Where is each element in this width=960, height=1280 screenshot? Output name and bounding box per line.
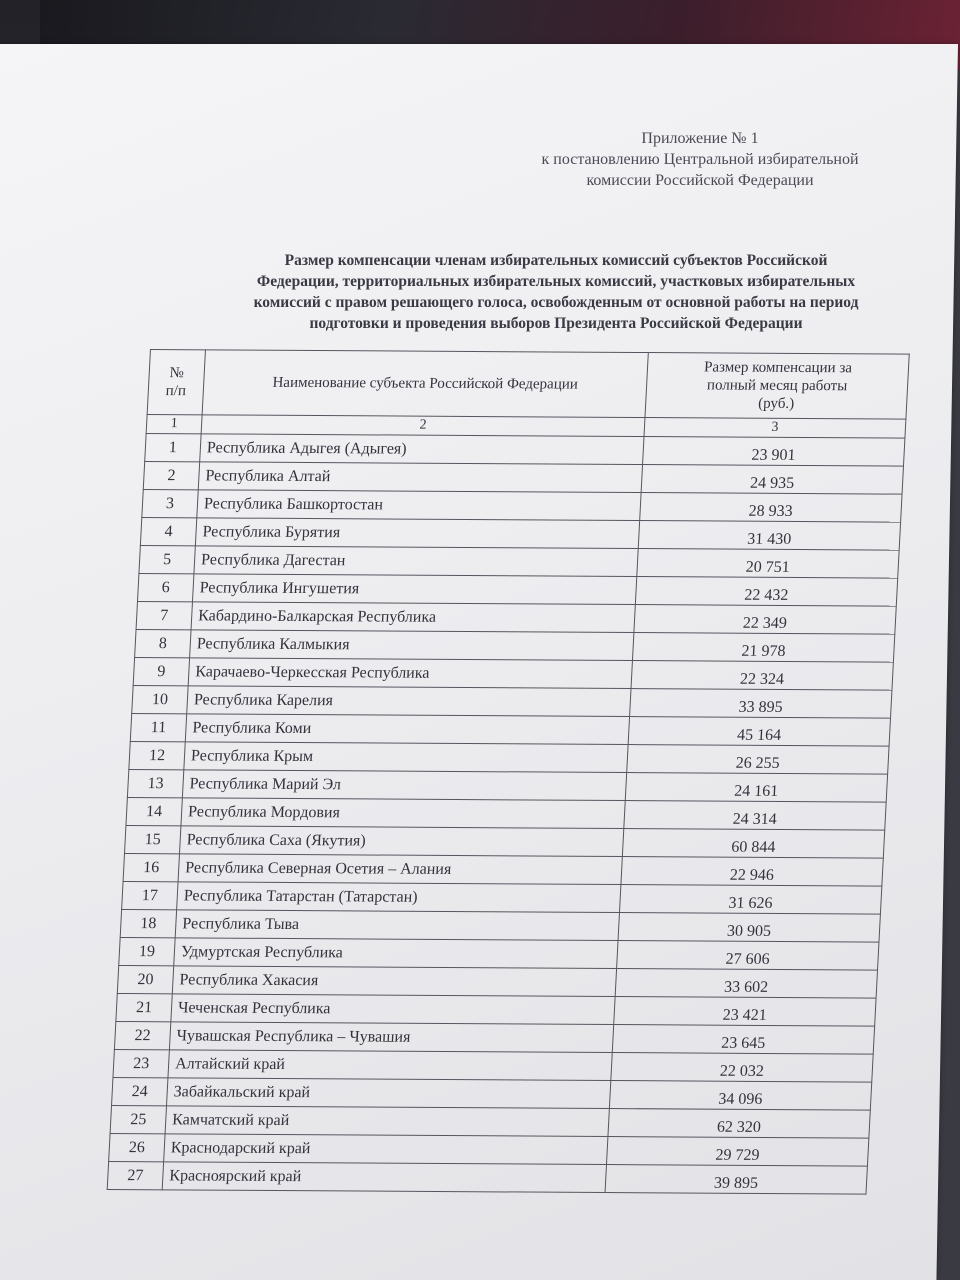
row-number: 4 (140, 517, 196, 545)
row-number: 24 (112, 1077, 168, 1105)
row-subject-name: Республика Бурятия (195, 518, 639, 549)
row-number: 7 (136, 601, 192, 629)
row-amount: 26 255 (627, 745, 889, 775)
row-amount: 33 895 (630, 689, 892, 719)
row-subject-name: Республика Татарстан (Татарстан) (177, 882, 621, 913)
header-amount-line-2: полный месяц работы (706, 377, 848, 395)
row-subject-name: Республика Башкортостан (197, 490, 641, 521)
row-amount: 22 324 (631, 661, 893, 691)
title-line-2: Федерации, территориальных избирательных комиссий, участковых избирательных (256, 273, 856, 290)
row-amount: 60 844 (622, 829, 884, 859)
row-subject-name: Республика Крым (184, 742, 628, 773)
row-number: 27 (107, 1161, 163, 1189)
row-number: 15 (125, 825, 181, 853)
row-amount: 24 161 (625, 773, 887, 803)
row-amount: 45 164 (628, 717, 890, 747)
compensation-table-wrapper (107, 349, 910, 1195)
appendix-line-3: комиссии Российской Федерации (586, 172, 814, 189)
title-line-4: подготовки и проведения выборов Президента Российской Федерации (309, 315, 803, 332)
title-line-1: Размер компенсации членам избирательных комиссий субъектов Российской (284, 252, 828, 269)
row-subject-name: Республика Мордовия (181, 798, 625, 829)
header-amount-line-1: Размер компенсации за (703, 359, 853, 377)
header-number-line-2: п/п (165, 383, 187, 400)
row-number: 3 (142, 490, 198, 518)
row-number: 5 (139, 545, 195, 573)
appendix-heading (470, 128, 930, 191)
row-number: 9 (133, 657, 189, 685)
row-amount: 22 946 (621, 857, 883, 887)
header-number (147, 350, 205, 415)
row-amount: 23 645 (612, 1025, 874, 1055)
row-amount: 28 933 (640, 493, 902, 523)
row-number: 10 (132, 685, 188, 713)
row-amount: 31 430 (638, 521, 900, 551)
header-amount-line-3: (руб.) (757, 395, 795, 412)
row-subject-name: Республика Алтай (198, 462, 642, 493)
row-number: 20 (117, 965, 173, 993)
compensation-table (107, 349, 910, 1195)
row-number: 1 (145, 434, 201, 462)
row-amount: 24 314 (624, 801, 886, 831)
row-number: 26 (109, 1133, 165, 1161)
row-amount: 30 905 (618, 913, 880, 943)
row-subject-name: Краснодарский край (164, 1134, 608, 1165)
row-number: 23 (113, 1049, 169, 1077)
row-number: 19 (119, 937, 175, 965)
row-number: 11 (130, 713, 186, 741)
row-subject-name: Карачаево-Черкесская Республика (188, 658, 632, 689)
row-amount: 24 935 (641, 465, 903, 495)
row-subject-name: Удмуртская Республика (174, 938, 618, 969)
row-number: 6 (137, 573, 193, 601)
row-amount: 39 895 (605, 1165, 867, 1195)
row-number: 13 (127, 769, 183, 797)
row-number: 18 (120, 909, 176, 937)
row-number: 8 (135, 629, 191, 657)
row-amount: 33 602 (615, 969, 877, 999)
row-subject-name: Чеченская Республика (171, 994, 615, 1025)
document-title (196, 250, 916, 334)
row-subject-name: Красноярский край (162, 1162, 606, 1193)
row-subject-name: Чувашская Республика – Чувашия (169, 1022, 613, 1053)
row-amount: 21 978 (632, 633, 894, 663)
row-amount: 62 320 (608, 1109, 870, 1139)
header-subject-name: Наименование субъекта Российской Федерации (202, 350, 648, 418)
row-number: 14 (126, 797, 182, 825)
row-amount: 27 606 (617, 941, 879, 971)
column-number: 1 (146, 415, 202, 434)
row-number: 16 (123, 853, 179, 881)
row-number: 2 (143, 462, 199, 490)
row-amount: 23 901 (643, 437, 905, 467)
row-subject-name: Республика Дагестан (194, 546, 638, 577)
appendix-line-1: Приложение № 1 (641, 130, 759, 147)
row-subject-name: Республика Ингушетия (192, 574, 636, 605)
appendix-line-2: к постановлению Центральной избирательной (541, 151, 859, 168)
row-subject-name: Республика Адыгея (Адыгея) (200, 434, 644, 465)
row-number: 12 (129, 741, 185, 769)
row-number: 17 (122, 881, 178, 909)
row-subject-name: Республика Северная Осетия – Алания (178, 854, 622, 885)
row-subject-name: Республика Карелия (187, 686, 631, 717)
column-number: 3 (644, 418, 906, 439)
title-line-3: комиссий с правом решающего голоса, освобожденным от основной работы на период (253, 294, 859, 311)
row-subject-name: Республика Хакасия (172, 966, 616, 997)
row-subject-name: Забайкальский край (167, 1078, 611, 1109)
row-number: 21 (116, 993, 172, 1021)
row-amount: 20 751 (637, 549, 899, 579)
row-subject-name: Камчатский край (165, 1106, 609, 1137)
row-subject-name: Республика Тыва (175, 910, 619, 941)
header-number-line-1: № (169, 365, 185, 382)
row-subject-name: Республика Калмыкия (190, 630, 634, 661)
row-amount: 23 421 (614, 997, 876, 1027)
row-amount: 34 096 (609, 1081, 871, 1111)
column-number: 2 (201, 415, 645, 437)
row-subject-name: Республика Марий Эл (182, 770, 626, 801)
row-amount: 29 729 (606, 1137, 868, 1167)
row-subject-name: Кабардино-Балкарская Республика (191, 602, 635, 633)
row-amount: 22 349 (634, 605, 896, 635)
row-number: 22 (114, 1021, 170, 1049)
table-header-row (147, 350, 909, 420)
header-amount (645, 353, 909, 420)
row-amount: 22 432 (635, 577, 897, 607)
table-row (107, 1161, 867, 1194)
row-number: 25 (110, 1105, 166, 1133)
row-subject-name: Алтайский край (168, 1050, 612, 1081)
row-amount: 22 032 (611, 1053, 873, 1083)
row-subject-name: Республика Саха (Якутия) (179, 826, 623, 857)
row-subject-name: Республика Коми (185, 714, 629, 745)
row-amount: 31 626 (619, 885, 881, 915)
